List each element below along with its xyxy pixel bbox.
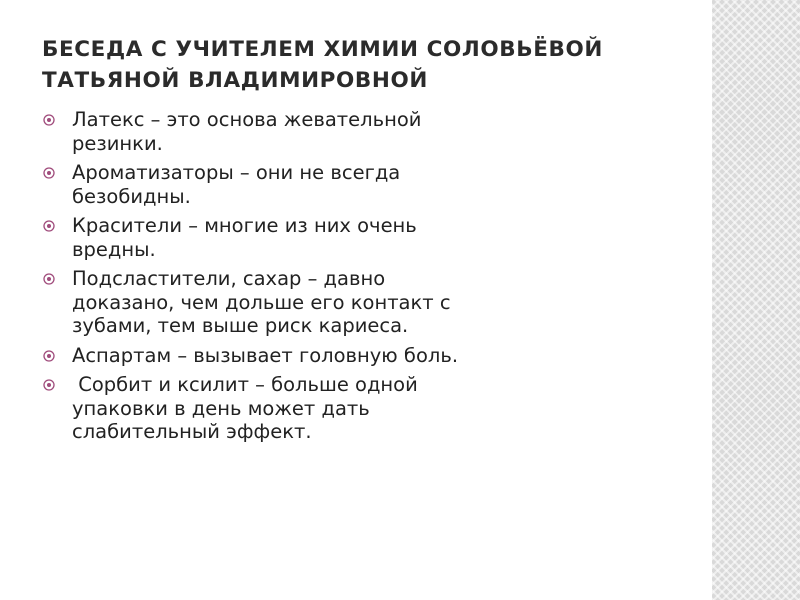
circled-dot-icon [43, 379, 55, 391]
circled-dot-icon [43, 167, 55, 179]
decorative-pattern-strip [712, 0, 800, 600]
bullet-item [42, 267, 462, 338]
bullet-text: Аспартам – вызывает головную боль. [72, 343, 459, 367]
bullet-text: Сорбит и ксилит – больше одной упаковки в день может дать слабительный эффект. [72, 373, 424, 443]
circled-dot-icon [43, 273, 55, 285]
bullet-text: Латекс – это основа жевательной резинки. [72, 108, 428, 155]
circled-dot-icon [43, 114, 55, 126]
bullet-text: Красители – многие из них очень вредны. [72, 214, 424, 261]
circled-dot-icon [43, 220, 55, 232]
bullet-text: Ароматизаторы – они не всегда безобидны. [72, 161, 407, 208]
bullet-text: Подсластители, сахар – давно доказано, чем дольше его контакт с зубами, тем выше риск кариеса. [72, 267, 457, 337]
slide-title: БЕСЕДА С УЧИТЕЛЕМ ХИМИИ СОЛОВЬЁВОЙ ТАТЬЯНОЙ ВЛАДИМИРОВНОЙ [42, 37, 603, 93]
bullet-item [42, 108, 462, 155]
bullet-list [42, 108, 462, 450]
bullet-item [42, 373, 462, 444]
bullet-item [42, 344, 462, 368]
circled-dot-icon [43, 350, 55, 362]
bullet-item [42, 161, 462, 208]
bullet-item [42, 214, 462, 261]
